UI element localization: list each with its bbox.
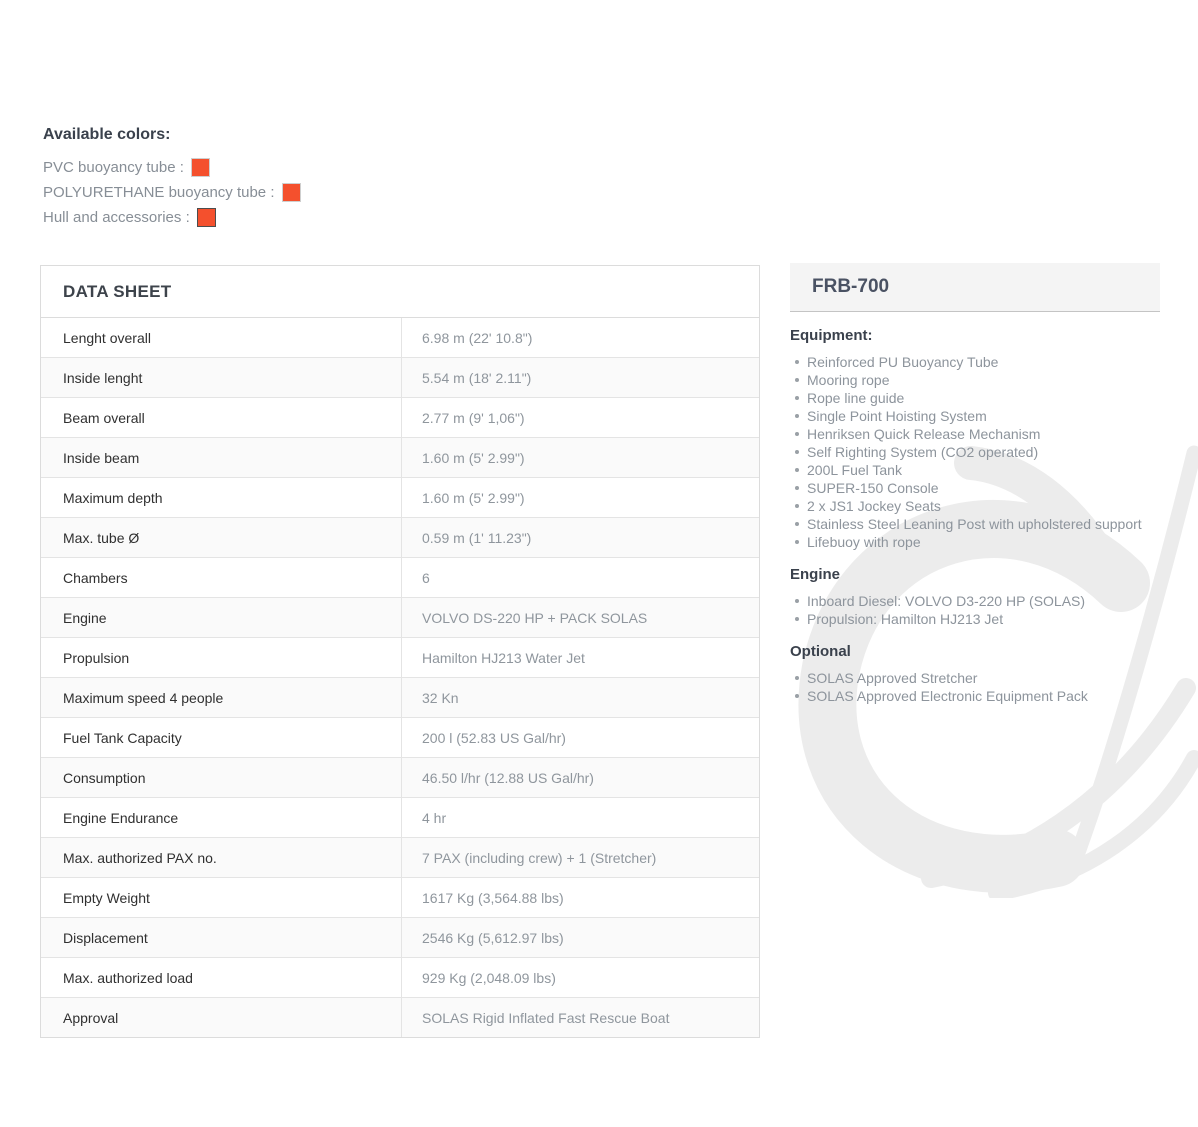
spec-value: 6.98 m (22' 10.8"): [422, 329, 533, 346]
list-item: Stainless Steel Leaning Post with upholstered support: [790, 515, 1160, 533]
spec-label: Propulsion: [41, 638, 402, 677]
color-swatch: [282, 183, 301, 202]
list-item: Mooring rope: [790, 371, 1160, 389]
table-row: [41, 598, 759, 638]
list-item: Propulsion: Hamilton HJ213 Jet: [790, 610, 1160, 628]
spec-label: Max. authorized PAX no.: [41, 838, 402, 877]
spec-value: 1.60 m (5' 2.99"): [422, 489, 525, 506]
color-line-label: Hull and accessories :: [43, 208, 190, 226]
available-colors-title: Available colors:: [43, 126, 171, 143]
table-row: [41, 838, 759, 878]
spec-label: Lenght overall: [41, 318, 402, 357]
spec-value: Hamilton HJ213 Water Jet: [422, 649, 585, 666]
spec-label: Consumption: [41, 758, 402, 797]
list-item: Lifebuoy with rope: [790, 533, 1160, 551]
spec-value: 6: [422, 569, 430, 586]
color-line-label: PVC buoyancy tube :: [43, 158, 184, 176]
table-row: [41, 918, 759, 958]
table-row: [41, 878, 759, 918]
section-heading: Optional: [790, 643, 851, 660]
list-item: SOLAS Approved Stretcher: [790, 669, 1160, 687]
color-line: [43, 180, 301, 204]
table-row: [41, 358, 759, 398]
table-row: [41, 758, 759, 798]
spec-value: 1.60 m (5' 2.99"): [422, 449, 525, 466]
section-list: [790, 669, 1160, 705]
list-item: SOLAS Approved Electronic Equipment Pack: [790, 687, 1160, 705]
spec-value: 46.50 l/hr (12.88 US Gal/hr): [422, 769, 594, 786]
spec-value: 5.54 m (18' 2.11"): [422, 369, 532, 386]
product-sections: [790, 327, 1160, 705]
spec-label: Engine: [41, 598, 402, 637]
spec-label: Displacement: [41, 918, 402, 957]
spec-value: 200 l (52.83 US Gal/hr): [422, 729, 566, 746]
spec-label: Empty Weight: [41, 878, 402, 917]
product-title: FRB-700: [790, 263, 1160, 312]
spec-label: Maximum speed 4 people: [41, 678, 402, 717]
spec-label: Max. authorized load: [41, 958, 402, 997]
spec-label: Max. tube Ø: [41, 518, 402, 557]
color-line: [43, 155, 301, 179]
spec-value: 4 hr: [422, 809, 447, 826]
spec-label: Beam overall: [41, 398, 402, 437]
spec-label: Approval: [41, 998, 402, 1037]
list-item: 2 x JS1 Jockey Seats: [790, 497, 1160, 515]
product-panel: [790, 263, 1160, 705]
spec-value: 1617 Kg (3,564.88 lbs): [422, 889, 564, 906]
spec-label: Inside beam: [41, 438, 402, 477]
panel-section: [790, 566, 1160, 628]
table-row: [41, 638, 759, 678]
section-heading: Equipment:: [790, 327, 873, 344]
available-colors-section: [43, 126, 301, 230]
table-row: [41, 798, 759, 838]
table-row: [41, 678, 759, 718]
spec-value: 2546 Kg (5,612.97 lbs): [422, 929, 564, 946]
section-heading: Engine: [790, 566, 841, 583]
spec-value: 7 PAX (including crew) + 1 (Stretcher): [422, 849, 657, 866]
list-item: Inboard Diesel: VOLVO D3-220 HP (SOLAS): [790, 592, 1160, 610]
table-row: [41, 438, 759, 478]
spec-label: Inside lenght: [41, 358, 402, 397]
color-swatch: [197, 208, 216, 227]
table-row: [41, 318, 759, 358]
table-row: [41, 478, 759, 518]
spec-value: VOLVO DS-220 HP + PACK SOLAS: [422, 609, 648, 626]
data-sheet-table: [40, 265, 760, 1038]
list-item: Reinforced PU Buoyancy Tube: [790, 353, 1160, 371]
spec-value: 929 Kg (2,048.09 lbs): [422, 969, 556, 986]
table-row: [41, 718, 759, 758]
data-sheet-title: DATA SHEET: [41, 266, 759, 318]
panel-section: [790, 643, 1160, 705]
spec-label: Fuel Tank Capacity: [41, 718, 402, 757]
list-item: Self Righting System (CO2 operated): [790, 443, 1160, 461]
panel-section: [790, 327, 1160, 551]
section-list: [790, 353, 1160, 551]
list-item: Henriksen Quick Release Mechanism: [790, 425, 1160, 443]
color-line-label: POLYURETHANE buoyancy tube :: [43, 183, 275, 201]
list-item: SUPER-150 Console: [790, 479, 1160, 497]
spec-value: 0.59 m (1' 11.23"): [422, 529, 532, 546]
table-row: [41, 998, 759, 1037]
spec-label: Chambers: [41, 558, 402, 597]
color-swatch: [191, 158, 210, 177]
section-list: [790, 592, 1160, 628]
list-item: Single Point Hoisting System: [790, 407, 1160, 425]
available-colors-list: [43, 155, 301, 229]
table-row: [41, 958, 759, 998]
table-row: [41, 398, 759, 438]
table-row: [41, 558, 759, 598]
spec-label: Maximum depth: [41, 478, 402, 517]
list-item: 200L Fuel Tank: [790, 461, 1160, 479]
spec-value: 32 Kn: [422, 689, 459, 706]
spec-value: 2.77 m (9' 1,06"): [422, 409, 525, 426]
spec-value: SOLAS Rigid Inflated Fast Rescue Boat: [422, 1009, 670, 1026]
table-row: [41, 518, 759, 558]
list-item: Rope line guide: [790, 389, 1160, 407]
spec-label: Engine Endurance: [41, 798, 402, 837]
color-line: [43, 205, 301, 229]
